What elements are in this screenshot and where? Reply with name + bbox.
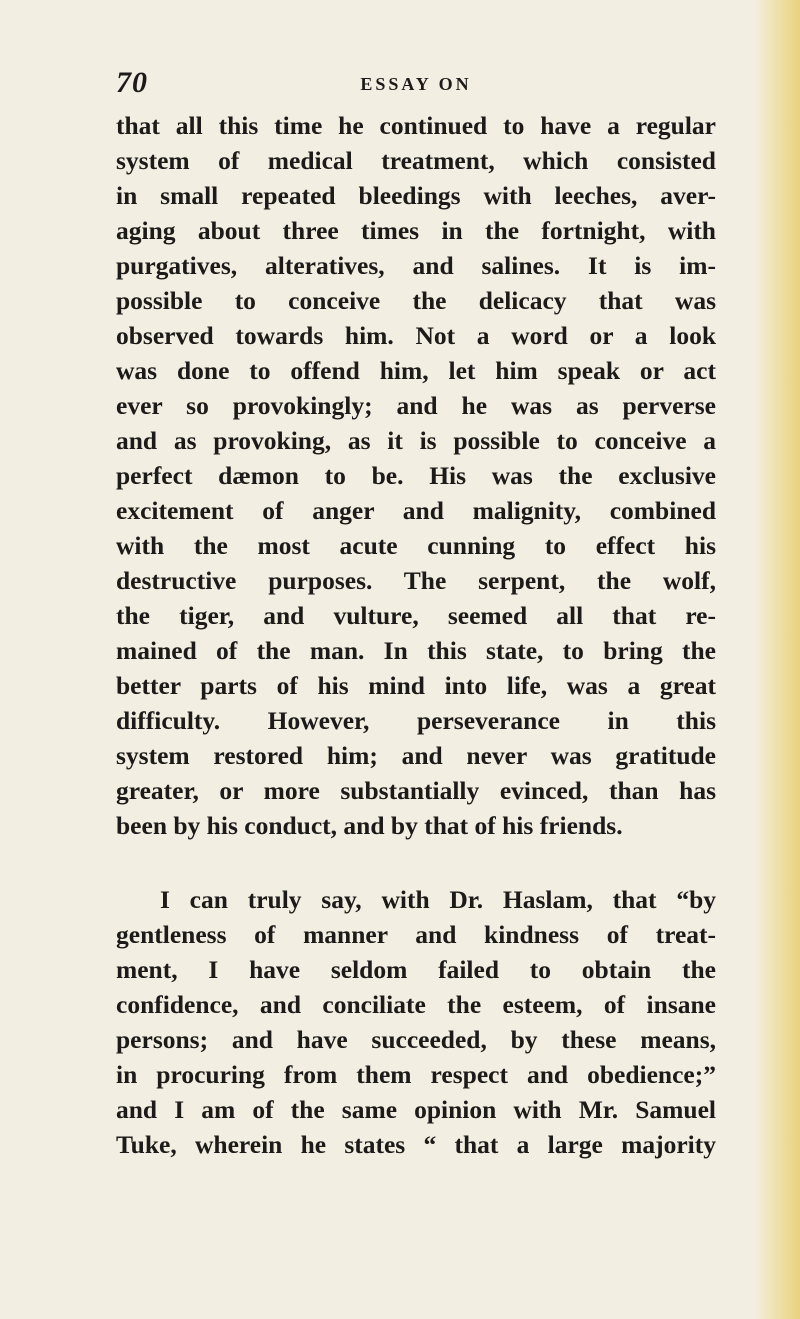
text-line: I can truly say, with Dr. Haslam, that “by	[160, 885, 716, 914]
body-text	[116, 108, 716, 1162]
text-line: mained of the man. In this state, to bring the	[116, 636, 716, 665]
text-line: destructive purposes. The serpent, the wolf,	[116, 566, 716, 595]
page-header	[116, 66, 716, 106]
page-edge-shading	[754, 0, 800, 1319]
text-line: and as provoking, as it is possible to conceive a	[116, 426, 716, 455]
text-line: possible to conceive the delicacy that was	[116, 286, 716, 315]
text-line: better parts of his mind into life, was a great	[116, 671, 716, 700]
text-line: and I am of the same opinion with Mr. Samuel	[116, 1095, 716, 1124]
text-line: with the most acute cunning to effect his	[116, 531, 716, 560]
text-line: that all this time he continued to have a regular	[116, 111, 716, 140]
text-line: ever so provokingly; and he was as perverse	[116, 391, 716, 420]
running-head: ESSAY ON	[360, 74, 472, 94]
text-line: observed towards him. Not a word or a look	[116, 321, 716, 350]
text-line: in procuring from them respect and obedience;”	[116, 1060, 716, 1089]
text-line: Tuke, wherein he states “ that a large majority	[116, 1130, 716, 1159]
text-line: perfect dæmon to be. His was the exclusive	[116, 461, 716, 490]
paragraph-gap	[116, 843, 716, 882]
text-line: been by his conduct, and by that of his friends.	[116, 811, 623, 840]
text-line: gentleness of manner and kindness of treat-	[116, 920, 716, 949]
text-line: persons; and have succeeded, by these means,	[116, 1025, 716, 1054]
text-line: was done to offend him, let him speak or act	[116, 356, 716, 385]
text-line: aging about three times in the fortnight, with	[116, 216, 716, 245]
text-line: system restored him; and never was gratitude	[116, 741, 716, 770]
paragraph	[116, 882, 716, 1162]
page-number: 70	[116, 66, 148, 99]
text-line: greater, or more substantially evinced, than has	[116, 776, 716, 805]
text-line: in small repeated bleedings with leeches, aver-	[116, 181, 716, 210]
paragraph	[116, 108, 716, 843]
text-line: confidence, and conciliate the esteem, of insane	[116, 990, 716, 1019]
text-line: ment, I have seldom failed to obtain the	[116, 955, 716, 984]
text-line: purgatives, alteratives, and salines. It is im-	[116, 251, 716, 280]
text-line: difficulty. However, perseverance in this	[116, 706, 716, 735]
text-line: the tiger, and vulture, seemed all that re-	[116, 601, 716, 630]
text-line: excitement of anger and malignity, combined	[116, 496, 716, 525]
text-line: system of medical treatment, which consisted	[116, 146, 716, 175]
